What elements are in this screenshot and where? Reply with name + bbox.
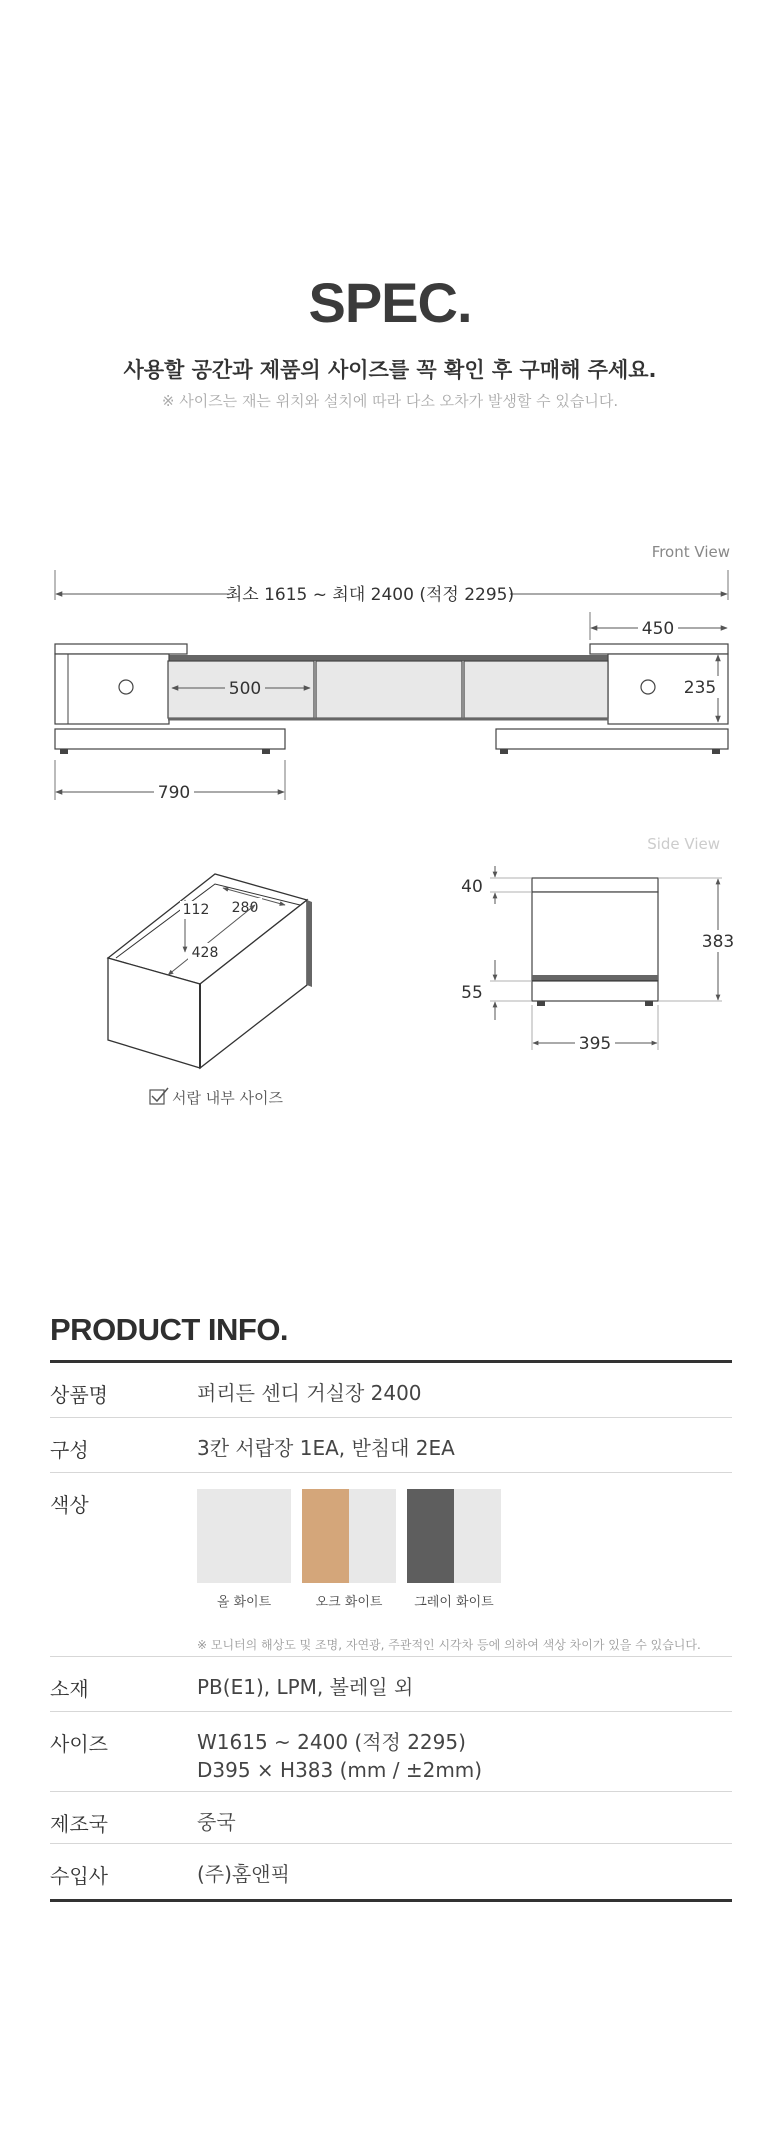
left-end-unit <box>55 654 169 724</box>
row-composition <box>50 1418 732 1473</box>
height-text: 235 <box>683 678 717 698</box>
spec-note: ※ 사이즈는 재는 위치와 설치에 따라 다소 오차가 발생할 수 있습니다. <box>161 392 619 410</box>
product-info-table <box>50 1360 732 1902</box>
side-bottom-text: 55 <box>461 983 483 1003</box>
color-value <box>197 1473 732 1656</box>
swatch-all-white-box <box>197 1489 291 1583</box>
side-view-label: Side View <box>647 835 720 853</box>
swatch-gray-white-box <box>407 1489 501 1583</box>
swatch-oak-white <box>302 1489 396 1617</box>
side-height-text: 383 <box>701 932 735 952</box>
swatch-oak-white-label: 오크 화이트 <box>315 1595 383 1610</box>
side-body <box>532 892 658 980</box>
composition-label: 구성 <box>50 1438 89 1462</box>
color-note: ※ 모니터의 해상도 및 조명, 자연광, 주관적인 시각차 등에 의하여 색상 차이가 있을 수 있습니다. <box>197 1638 701 1652</box>
drawer-inner-diagram <box>0 850 390 1120</box>
swatch-gray-white <box>407 1489 501 1617</box>
drawer-top-width-text: 280 <box>231 900 259 916</box>
row-origin <box>50 1792 732 1844</box>
side-depth-text: 395 <box>578 1034 612 1054</box>
base-width-text: 790 <box>157 783 191 803</box>
material-value: PB(E1), LPM, 볼레일 외 <box>197 1675 414 1699</box>
spec-subtitle: 사용할 공간과 제품의 사이즈를 꼭 확인 후 구매해 주세요. <box>123 358 657 382</box>
drawer-center <box>316 661 462 718</box>
origin-value: 중국 <box>197 1810 236 1834</box>
left-base <box>55 729 285 749</box>
size-label: 사이즈 <box>50 1732 108 1756</box>
size-line-1: W1615 ~ 2400 (적정 2295) <box>197 1730 466 1754</box>
left-top-plate <box>55 644 187 654</box>
origin-label: 제조국 <box>50 1812 108 1836</box>
side-width-text: 450 <box>641 619 675 639</box>
right-base <box>496 729 728 749</box>
side-top <box>532 878 658 892</box>
left-cable-hole-icon <box>119 680 133 694</box>
product-name-label: 상품명 <box>50 1383 108 1407</box>
color-label: 색상 <box>50 1493 89 1517</box>
composition-value: 3칸 서랍장 1EA, 받침대 2EA <box>197 1436 455 1460</box>
importer-label: 수입사 <box>50 1864 108 1888</box>
total-width-text: 최소 1615 ~ 최대 2400 (적정 2295) <box>225 585 515 605</box>
drawer-width-text: 500 <box>228 679 262 699</box>
swatch-all-white-label: 올 화이트 <box>216 1595 272 1610</box>
front-view-diagram <box>0 530 780 830</box>
side-base <box>532 981 658 1001</box>
drawer-caption: 서랍 내부 사이즈 <box>172 1089 283 1107</box>
right-cable-hole-icon <box>641 680 655 694</box>
side-top-text: 40 <box>461 877 483 897</box>
product-info-title: PRODUCT INFO. <box>50 1312 289 1347</box>
size-line-2: D395 × H383 (mm / ±2mm) <box>197 1758 483 1782</box>
cabinet-top <box>168 655 608 661</box>
swatch-oak-white-box <box>302 1489 396 1583</box>
side-view-diagram <box>430 820 760 1070</box>
row-color <box>50 1473 732 1657</box>
material-label: 소재 <box>50 1677 89 1701</box>
size-value <box>197 1712 732 1791</box>
front-view-label: Front View <box>651 543 730 561</box>
importer-value: (주)홈앤픽 <box>197 1862 290 1886</box>
drawer-length-text: 428 <box>191 945 219 961</box>
drawer-depth-text: 112 <box>182 902 210 918</box>
color-swatches <box>197 1489 732 1617</box>
drawer-right <box>464 661 608 718</box>
swatch-gray-white-label: 그레이 화이트 <box>414 1595 494 1610</box>
row-size <box>50 1712 732 1792</box>
row-material <box>50 1657 732 1712</box>
swatch-all-white <box>197 1489 291 1617</box>
right-top-plate <box>590 644 728 654</box>
row-importer <box>50 1844 732 1899</box>
spec-title: SPEC. <box>308 271 472 334</box>
row-product-name <box>50 1363 732 1418</box>
product-name-value: 퍼리든 센디 거실장 2400 <box>197 1381 422 1405</box>
